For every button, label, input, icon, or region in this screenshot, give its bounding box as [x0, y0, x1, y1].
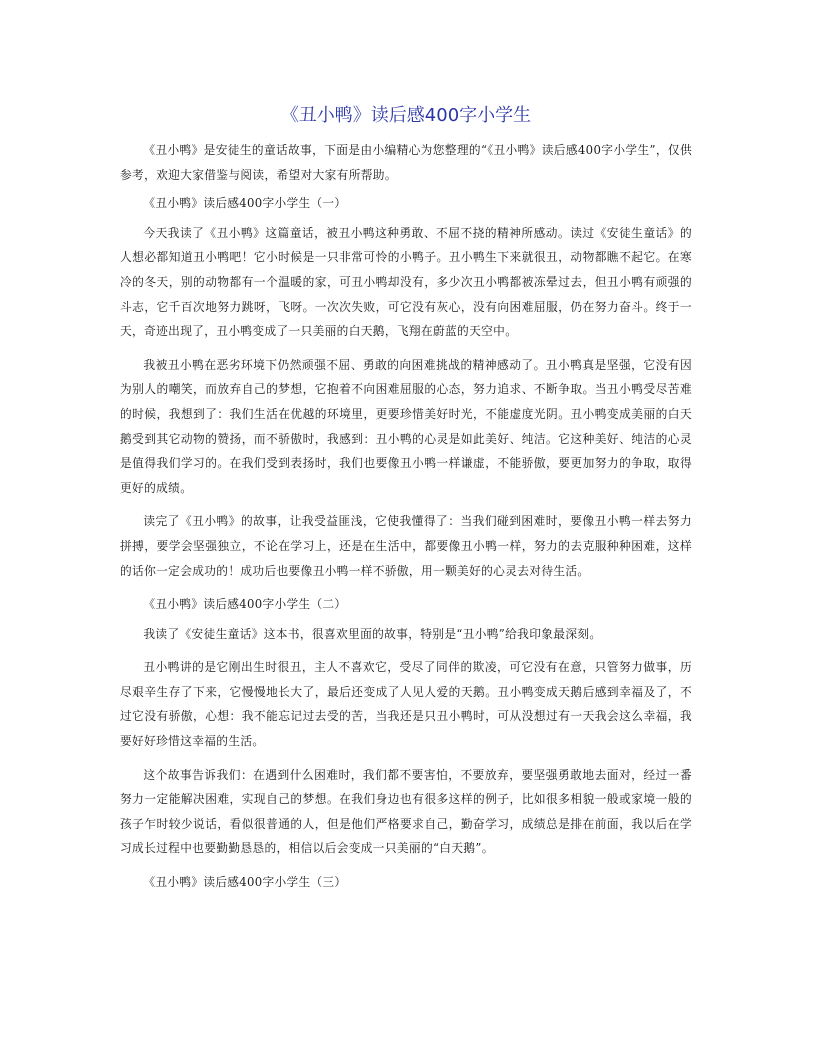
section-heading-3: 《丑小鸭》读后感400字小学生（三）: [143, 875, 347, 890]
section-heading-1: 《丑小鸭》读后感400字小学生（一）: [143, 196, 347, 211]
intro-paragraph: 《丑小鸭》是安徒生的童话故事，下面是由小编精心为您整理的“《丑小鸭》读后感400字小学生”，仅供参考，欢迎大家借鉴与阅读，希望对大家有所帮助。: [120, 143, 692, 182]
document-title: 《丑小鸭》读后感400字小学生: [280, 105, 532, 126]
section-2-paragraph-2: 丑小鸭讲的是它刚出生时很丑，主人不喜欢它，受尽了同伴的欺凌，可它没有在意，只管努力做事，历尽艰辛生存了下来，它慢慢地长大了，最后还变成了人见人爱的天鹅。丑小鸭变成天鹅后感到幸福及了，不过它没有骄傲，心想：我不能忘记过去受的苦，当我还是只丑小鸭时，可从没想过有一天我会这么幸福，我要好好珍惜这幸福的生活。: [120, 660, 692, 749]
section-1-paragraph-1: 今天我读了《丑小鸭》这篇童话，被丑小鸭这种勇敢、不屈不挠的精神所感动。读过《安徒生童话》的人想必都知道丑小鸭吧！它小时候是一只非常可怜的小鸭子。丑小鸭生下来就很丑，动物都瞧不起它。在寒冷的冬天，别的动物都有一个温暖的家，可丑小鸭却没有，多少次丑小鸭都被冻晕过去，但丑小鸭有顽强的斗志，它千百次地努力跳呀，飞呀。一次次失败，可它没有灰心，没有向困难屈服，仍在努力奋斗。终于一天，奇迹出现了，丑小鸭变成了一只美丽的白天鹅，飞翔在蔚蓝的天空中。: [120, 225, 692, 339]
section-heading-2: 《丑小鸭》读后感400字小学生（二）: [143, 597, 347, 612]
section-1-paragraph-2: 我被丑小鸭在恶劣环境下仍然顽强不屈、勇敢的向困难挑战的精神感动了。丑小鸭真是坚强，它没有因为别人的嘲笑，而放弃自己的梦想，它抱着不向困难屈服的心态，努力追求、不断争取。当丑小鸭受尽苦难的时候，我想到了：我们生活在优越的环境里，更要珍惜美好时光，不能虚度光阴。丑小鸭变成美丽的白天鹅受到其它动物的赞扬，而不骄傲时，我感到：丑小鸭的心灵是如此美好、纯洁。它这种美好、纯洁的心灵是值得我们学习的。在我们受到表扬时，我们也要像丑小鸭一样谦虚，不能骄傲，要更加努力的争取，取得更好的成绩。: [120, 357, 692, 495]
section-1-paragraph-3: 读完了《丑小鸭》的故事，让我受益匪浅，它使我懂得了：当我们碰到困难时，要像丑小鸭一样去努力拼搏，要学会坚强独立，不论在学习上，还是在生活中，都要像丑小鸭一样，努力的去克服种种困难，这样的话你一定会成功的！成功后也要像丑小鸭一样不骄傲，用一颗美好的心灵去对待生活。: [120, 514, 692, 578]
section-2-paragraph-1: 我读了《安徒生童话》这本书，很喜欢里面的故事，特别是“丑小鸭”给我印象最深刻。: [143, 626, 602, 641]
section-2-paragraph-3: 这个故事告诉我们：在遇到什么困难时，我们都不要害怕，不要放弃，要坚强勇敢地去面对，经过一番努力一定能解决困难，实现自己的梦想。在我们身边也有很多这样的例子，比如很多相貌一般或家境一般的孩子乍时较少说话，看似很普通的人，但是他们严格要求自己，勤奋学习，成绩总是排在前面，我以后在学习成长过程中也要勤勤恳恳的，相信以后会变成一只美丽的“白天鹅”。: [120, 767, 692, 856]
